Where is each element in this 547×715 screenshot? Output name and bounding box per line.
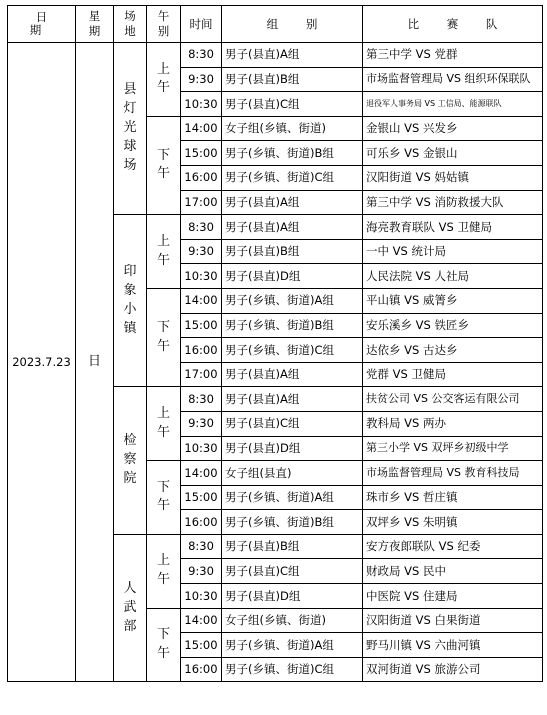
schedule-table bbox=[7, 5, 543, 682]
time-cell: 10:30 bbox=[181, 264, 222, 289]
group-cell: 男子(县直)C组 bbox=[222, 411, 363, 436]
group-cell: 男子(县直)B组 bbox=[222, 67, 363, 92]
group-cell: 男子(乡镇、街道)B组 bbox=[222, 313, 363, 338]
time-cell: 9:30 bbox=[181, 559, 222, 584]
time-cell: 14:00 bbox=[181, 461, 222, 486]
morning-cell: 上午 bbox=[147, 43, 181, 117]
group-cell: 男子(县直)C组 bbox=[222, 92, 363, 117]
teams-cell: 中医院 VS 住建局 bbox=[363, 584, 543, 609]
time-cell: 9:30 bbox=[181, 67, 222, 92]
group-cell: 男子(乡镇、街道)C组 bbox=[222, 338, 363, 363]
teams-cell: 双坪乡 VS 朱明镇 bbox=[363, 510, 543, 535]
time-cell: 16:00 bbox=[181, 165, 222, 190]
morning-cell: 上午 bbox=[147, 534, 181, 608]
group-cell: 男子(乡镇、街道)C组 bbox=[222, 657, 363, 682]
weekday-cell: 日 bbox=[76, 43, 114, 682]
teams-cell: 财政局 VS 民中 bbox=[363, 559, 543, 584]
teams-cell: 一中 VS 统计局 bbox=[363, 239, 543, 264]
group-cell: 男子(乡镇、街道)A组 bbox=[222, 288, 363, 313]
group-cell: 男子(县直)A组 bbox=[222, 215, 363, 240]
group-cell: 男子(县直)D组 bbox=[222, 264, 363, 289]
header-row bbox=[8, 6, 543, 43]
header-venue: 场 地 bbox=[114, 6, 147, 43]
teams-cell: 党群 VS 卫健局 bbox=[363, 362, 543, 387]
time-cell: 10:30 bbox=[181, 92, 222, 117]
group-cell: 男子(县直)A组 bbox=[222, 362, 363, 387]
header-weekday: 星 期 bbox=[76, 6, 114, 43]
group-cell: 男子(县直)A组 bbox=[222, 190, 363, 215]
time-cell: 17:00 bbox=[181, 362, 222, 387]
venue-cell: 县灯光球场 bbox=[114, 43, 147, 215]
header-date: 日 期 bbox=[8, 6, 76, 43]
time-cell: 15:00 bbox=[181, 141, 222, 166]
time-cell: 16:00 bbox=[181, 657, 222, 682]
teams-cell: 市场监督管理局 VS 组织环保联队 bbox=[363, 67, 543, 92]
group-cell: 男子(县直)A组 bbox=[222, 43, 363, 68]
teams-cell: 安乐溪乡 VS 铁匠乡 bbox=[363, 313, 543, 338]
time-cell: 14:00 bbox=[181, 288, 222, 313]
table-row bbox=[8, 43, 543, 68]
time-cell: 16:00 bbox=[181, 338, 222, 363]
group-cell: 女子组(县直) bbox=[222, 461, 363, 486]
time-cell: 15:00 bbox=[181, 633, 222, 658]
header-half: 午 别 bbox=[147, 6, 181, 43]
group-cell: 男子(县直)B组 bbox=[222, 534, 363, 559]
teams-cell: 海亮教育联队 VS 卫健局 bbox=[363, 215, 543, 240]
teams-cell: 汉阳街道 VS 白果街道 bbox=[363, 608, 543, 633]
time-cell: 15:00 bbox=[181, 313, 222, 338]
teams-cell: 退役军人事务局 VS 工信局、能源联队 bbox=[363, 92, 543, 117]
morning-cell: 上午 bbox=[147, 387, 181, 461]
date-cell: 2023.7.23 bbox=[8, 43, 76, 682]
venue-cell: 印象小镇 bbox=[114, 215, 147, 387]
time-cell: 8:30 bbox=[181, 534, 222, 559]
teams-cell: 野马川镇 VS 六曲河镇 bbox=[363, 633, 543, 658]
group-cell: 男子(乡镇、街道)B组 bbox=[222, 510, 363, 535]
afternoon-cell: 下午 bbox=[147, 288, 181, 386]
group-cell: 男子(乡镇、街道)A组 bbox=[222, 633, 363, 658]
group-cell: 男子(县直)B组 bbox=[222, 239, 363, 264]
teams-cell: 第三中学 VS 消防救援大队 bbox=[363, 190, 543, 215]
teams-cell: 教科局 VS 两办 bbox=[363, 411, 543, 436]
group-cell: 男子(乡镇、街道)A组 bbox=[222, 485, 363, 510]
teams-cell: 第三小学 VS 双坪乡初级中学 bbox=[363, 436, 543, 461]
time-cell: 10:30 bbox=[181, 584, 222, 609]
teams-cell: 珠市乡 VS 哲庄镇 bbox=[363, 485, 543, 510]
teams-cell: 可乐乡 VS 金银山 bbox=[363, 141, 543, 166]
venue-cell: 检察院 bbox=[114, 387, 147, 535]
teams-cell: 金银山 VS 兴发乡 bbox=[363, 116, 543, 141]
teams-cell: 第三中学 VS 党群 bbox=[363, 43, 543, 68]
teams-cell: 平山镇 VS 威箐乡 bbox=[363, 288, 543, 313]
header-teams: 比 赛 队 bbox=[363, 6, 543, 43]
time-cell: 8:30 bbox=[181, 215, 222, 240]
time-cell: 14:00 bbox=[181, 608, 222, 633]
venue-cell: 人武部 bbox=[114, 534, 147, 682]
teams-cell: 人民法院 VS 人社局 bbox=[363, 264, 543, 289]
teams-cell: 达依乡 VS 古达乡 bbox=[363, 338, 543, 363]
time-cell: 8:30 bbox=[181, 43, 222, 68]
teams-cell: 安方夜郎联队 VS 纪委 bbox=[363, 534, 543, 559]
afternoon-cell: 下午 bbox=[147, 116, 181, 214]
header-group: 组 别 bbox=[222, 6, 363, 43]
time-cell: 16:00 bbox=[181, 510, 222, 535]
group-cell: 男子(县直)A组 bbox=[222, 387, 363, 412]
time-cell: 8:30 bbox=[181, 387, 222, 412]
time-cell: 14:00 bbox=[181, 116, 222, 141]
time-cell: 9:30 bbox=[181, 239, 222, 264]
time-cell: 17:00 bbox=[181, 190, 222, 215]
time-cell: 9:30 bbox=[181, 411, 222, 436]
group-cell: 女子组(乡镇、街道) bbox=[222, 116, 363, 141]
afternoon-cell: 下午 bbox=[147, 461, 181, 535]
group-cell: 男子(乡镇、街道)B组 bbox=[222, 141, 363, 166]
header-time: 时间 bbox=[181, 6, 222, 43]
afternoon-cell: 下午 bbox=[147, 608, 181, 682]
teams-cell: 扶贫公司 VS 公交客运有限公司 bbox=[363, 387, 543, 412]
time-cell: 15:00 bbox=[181, 485, 222, 510]
group-cell: 男子(县直)D组 bbox=[222, 436, 363, 461]
time-cell: 10:30 bbox=[181, 436, 222, 461]
group-cell: 男子(乡镇、街道)C组 bbox=[222, 165, 363, 190]
teams-cell: 双河街道 VS 旅游公司 bbox=[363, 657, 543, 682]
teams-cell: 汉阳街道 VS 妈姑镇 bbox=[363, 165, 543, 190]
group-cell: 女子组(乡镇、街道) bbox=[222, 608, 363, 633]
morning-cell: 上午 bbox=[147, 215, 181, 289]
group-cell: 男子(县直)C组 bbox=[222, 559, 363, 584]
group-cell: 男子(县直)D组 bbox=[222, 584, 363, 609]
teams-cell: 市场监督管理局 VS 教育科技局 bbox=[363, 461, 543, 486]
